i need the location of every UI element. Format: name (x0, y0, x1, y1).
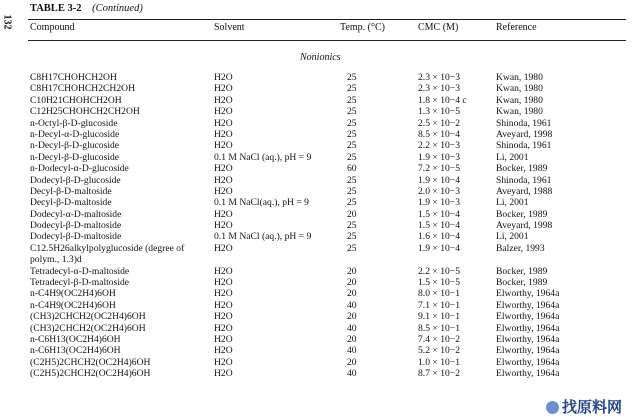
cell-compound: C10H21CHOHCH2OH (30, 94, 122, 106)
cell-temp: 25 (347, 151, 357, 163)
table-row (0, 345, 632, 356)
table-row (0, 175, 632, 186)
cell-cmc: 2.2 × 10−3 (418, 140, 461, 152)
cell-compound: Dodecyl-α-D-maltoside (30, 208, 122, 220)
cell-solvent: 0.1 M NaCl (aq.), pH = 9 (214, 231, 312, 243)
page-number: 132 (1, 14, 13, 30)
table-row (0, 186, 632, 197)
cell-reference: Shinoda, 1961 (496, 174, 552, 186)
cell-compound: (CH3)2CHCH2(OC2H4)6OH (30, 311, 146, 323)
header-bottom-rule (28, 40, 626, 41)
cell-solvent: 0.1 M NaCl(aq.), pH = 9 (214, 197, 309, 209)
cell-cmc: 8.5 × 10−1 (418, 322, 461, 334)
cell-compound: Decyl-β-D-maltoside (30, 185, 112, 197)
cell-solvent: H2O (214, 311, 233, 323)
table-row (0, 311, 632, 322)
table-row (0, 152, 632, 163)
cell-reference: Bocker, 1989 (496, 277, 548, 289)
cell-temp: 25 (347, 231, 357, 243)
cell-temp: 20 (347, 334, 357, 345)
cell-temp: 40 (347, 368, 357, 380)
cell-compound: C8H17CHOHCH2OH (30, 72, 117, 83)
cell-temp: 20 (347, 208, 357, 220)
cell-cmc: 1.6 × 10−4 (418, 231, 461, 243)
cell-cmc: 1.9 × 10−3 (418, 197, 461, 209)
cell-cmc: 8.0 × 10−1 (418, 288, 461, 300)
cell-temp: 20 (347, 311, 357, 323)
table-label: TABLE 3-2 (30, 3, 82, 14)
cell-compound: (CH3)2CHCH2(OC2H4)6OH (30, 322, 146, 334)
cell-reference: Shinoda, 1961 (496, 117, 552, 129)
table-continued: (Continued) (92, 3, 143, 14)
cell-reference: Li, 2001 (496, 231, 529, 243)
cell-solvent: H2O (214, 174, 233, 186)
cell-cmc: 1.9 × 10−4 (418, 242, 461, 254)
cell-solvent: H2O (214, 288, 233, 300)
cell-cmc: 1.0 × 10−1 (418, 356, 461, 368)
cell-cmc: 2.2 × 10−5 (418, 265, 461, 277)
cell-cmc: 2.3 × 10−3 (418, 83, 461, 95)
table-row (0, 209, 632, 220)
table-row (0, 129, 632, 140)
cell-compound: Decyl-β-D-maltoside (30, 197, 112, 209)
cell-cmc: 7.2 × 10−5 (418, 163, 461, 175)
cell-solvent: H2O (214, 299, 233, 311)
cell-solvent: H2O (214, 128, 233, 140)
cell-solvent: H2O (214, 265, 233, 277)
cell-reference: Elworthy, 1964a (496, 322, 560, 334)
cell-compound: (C2H5)2CHCH2(OC2H4)6OH (30, 356, 151, 368)
table-row (0, 277, 632, 288)
cell-reference: Elworthy, 1964a (496, 356, 560, 368)
cell-temp: 25 (347, 220, 357, 232)
cell-reference: Kwan, 1980 (496, 72, 543, 83)
cell-compound: n-C4H9(OC2H4)6OH (30, 299, 116, 311)
cell-compound: Tetradecyl-α-D-maltoside (30, 265, 130, 277)
cell-compound: n-Decyl-α-D-glucoside (30, 128, 120, 140)
table-row (0, 357, 632, 368)
table-body (0, 72, 632, 380)
cell-temp: 25 (347, 72, 357, 83)
cell-temp: 20 (347, 277, 357, 289)
cell-cmc: 1.9 × 10−4 (418, 174, 461, 186)
cell-reference: Elworthy, 1964a (496, 311, 560, 323)
table-row (0, 288, 632, 299)
cell-reference: Shinoda, 1961 (496, 140, 552, 152)
column-header-compound: Compound (30, 22, 75, 33)
cell-reference: Elworthy, 1964a (496, 288, 560, 300)
cell-cmc: 8.7 × 10−2 (418, 368, 461, 380)
cell-reference: Bocker, 1989 (496, 163, 548, 175)
cell-reference: Kwan, 1980 (496, 94, 543, 106)
cell-compound: Tetradecyl-β-D-maltoside (30, 277, 130, 289)
cell-solvent: H2O (214, 72, 233, 83)
cell-temp: 20 (347, 265, 357, 277)
cell-solvent: H2O (214, 140, 233, 152)
table-row (0, 163, 632, 174)
table-row (0, 231, 632, 242)
cell-solvent: H2O (214, 208, 233, 220)
cell-solvent: H2O (214, 106, 233, 118)
cell-reference: Elworthy, 1964a (496, 334, 560, 345)
cell-cmc: 8.5 × 10−4 (418, 128, 461, 140)
cell-temp: 25 (347, 140, 357, 152)
cell-solvent: H2O (214, 117, 233, 129)
table-row (0, 72, 632, 83)
cell-compound: n-Dodecyl-α-D-glucoside (30, 163, 129, 175)
cell-compound: n-C4H9(OC2H4)6OH (30, 288, 116, 300)
table-row (0, 243, 632, 266)
cell-compound: Dodecyl-β-D-maltoside (30, 220, 122, 232)
table-row (0, 220, 632, 231)
watermark-logo-icon (546, 401, 559, 414)
cell-cmc: 2.0 × 10−3 (418, 185, 461, 197)
cell-temp: 25 (347, 242, 357, 254)
cell-cmc: 1.5 × 10−5 (418, 277, 461, 289)
cell-temp: 20 (347, 356, 357, 368)
table-row (0, 266, 632, 277)
watermark-text: 找原料网 (561, 398, 622, 416)
table-row (0, 300, 632, 311)
cell-solvent: H2O (214, 345, 233, 357)
cell-temp: 60 (347, 163, 357, 175)
section-title: Nonionics (300, 52, 341, 63)
table-row (0, 106, 632, 117)
column-header-reference: Reference (496, 22, 537, 33)
table-row (0, 83, 632, 94)
table-row (0, 368, 632, 379)
header-top-rule (28, 19, 626, 20)
cell-solvent: H2O (214, 185, 233, 197)
cell-solvent: H2O (214, 277, 233, 289)
cell-solvent: H2O (214, 83, 233, 95)
cell-compound: n-Decyl-β-D-glucoside (30, 151, 120, 163)
cell-compound: C12.5H26alkylpolyglucoside (degree of polym., 1.3)d (30, 242, 185, 266)
cell-solvent: 0.1 M NaCl (aq.), pH = 9 (214, 151, 312, 163)
cell-reference: Elworthy, 1964a (496, 345, 560, 357)
cell-reference: Bocker, 1989 (496, 208, 548, 220)
cell-reference: Li, 2001 (496, 197, 529, 209)
cell-compound: n-C6H13(OC2H4)6OH (30, 345, 121, 357)
table-row (0, 140, 632, 151)
column-header-solvent: Solvent (214, 22, 245, 33)
cell-solvent: H2O (214, 322, 233, 334)
table-row (0, 197, 632, 208)
cell-reference: Balzer, 1993 (496, 242, 545, 254)
cell-temp: 25 (347, 185, 357, 197)
cell-compound: Dodecyl-β-D-maltoside (30, 231, 122, 243)
cell-cmc: 7.1 × 10−1 (418, 299, 461, 311)
cell-cmc: 1.8 × 10−4 c (418, 94, 467, 106)
cell-reference: Elworthy, 1964a (496, 299, 560, 311)
cell-temp: 25 (347, 174, 357, 186)
cell-temp: 40 (347, 345, 357, 357)
cell-temp: 25 (347, 94, 357, 106)
cell-temp: 40 (347, 299, 357, 311)
table-caption (30, 3, 143, 14)
cell-solvent: H2O (214, 334, 233, 345)
cell-reference: Li, 2001 (496, 151, 529, 163)
cell-temp: 25 (347, 117, 357, 129)
cell-reference: Elworthy, 1964a (496, 368, 560, 380)
cell-compound: Dodecyl-β-D-glucoside (30, 174, 121, 186)
cell-reference: Kwan, 1980 (496, 106, 543, 118)
cell-reference: Bocker, 1989 (496, 265, 548, 277)
cell-compound: C12H25CHOHCH2CH2OH (30, 106, 140, 118)
cell-temp: 40 (347, 322, 357, 334)
cell-solvent: H2O (214, 356, 233, 368)
watermark (544, 396, 624, 417)
cell-cmc: 7.4 × 10−2 (418, 334, 461, 345)
column-header-cmc: CMC (M) (418, 22, 459, 33)
cell-cmc: 1.9 × 10−3 (418, 151, 461, 163)
table-row (0, 334, 632, 345)
cell-cmc: 1.5 × 10−4 (418, 208, 461, 220)
cell-compound: n-Decyl-β-D-glucoside (30, 140, 120, 152)
cell-compound: n-C6H13(OC2H4)6OH (30, 334, 121, 345)
cell-cmc: 5.2 × 10−2 (418, 345, 461, 357)
cell-temp: 25 (347, 106, 357, 118)
cell-temp: 25 (347, 128, 357, 140)
cell-solvent: H2O (214, 368, 233, 380)
cell-compound: (C2H5)2CHCH2(OC2H4)6OH (30, 368, 151, 380)
cell-reference: Aveyard, 1998 (496, 128, 553, 140)
cell-solvent: H2O (214, 163, 233, 175)
cell-cmc: 9.1 × 10−1 (418, 311, 461, 323)
cell-temp: 20 (347, 288, 357, 300)
cell-solvent: H2O (214, 242, 233, 254)
cell-reference: Aveyard, 1988 (496, 185, 553, 197)
cell-compound: n-Octyl-β-D-glucoside (30, 117, 118, 129)
table-row (0, 95, 632, 106)
cell-cmc: 1.3 × 10−5 (418, 106, 461, 118)
cell-cmc: 1.5 × 10−4 (418, 220, 461, 232)
cell-reference: Kwan, 1980 (496, 83, 543, 95)
table-row (0, 323, 632, 334)
cell-reference: Aveyard, 1998 (496, 220, 553, 232)
cell-cmc: 2.5 × 10−2 (418, 117, 461, 129)
cell-solvent: H2O (214, 94, 233, 106)
cell-temp: 25 (347, 83, 357, 95)
column-header-temp: Temp. (°C) (340, 22, 385, 33)
cell-cmc: 2.3 × 10−3 (418, 72, 461, 83)
cell-solvent: H2O (214, 220, 233, 232)
cell-compound: C8H17CHOHCH2CH2OH (30, 83, 136, 95)
table-row (0, 118, 632, 129)
cell-temp: 25 (347, 197, 357, 209)
